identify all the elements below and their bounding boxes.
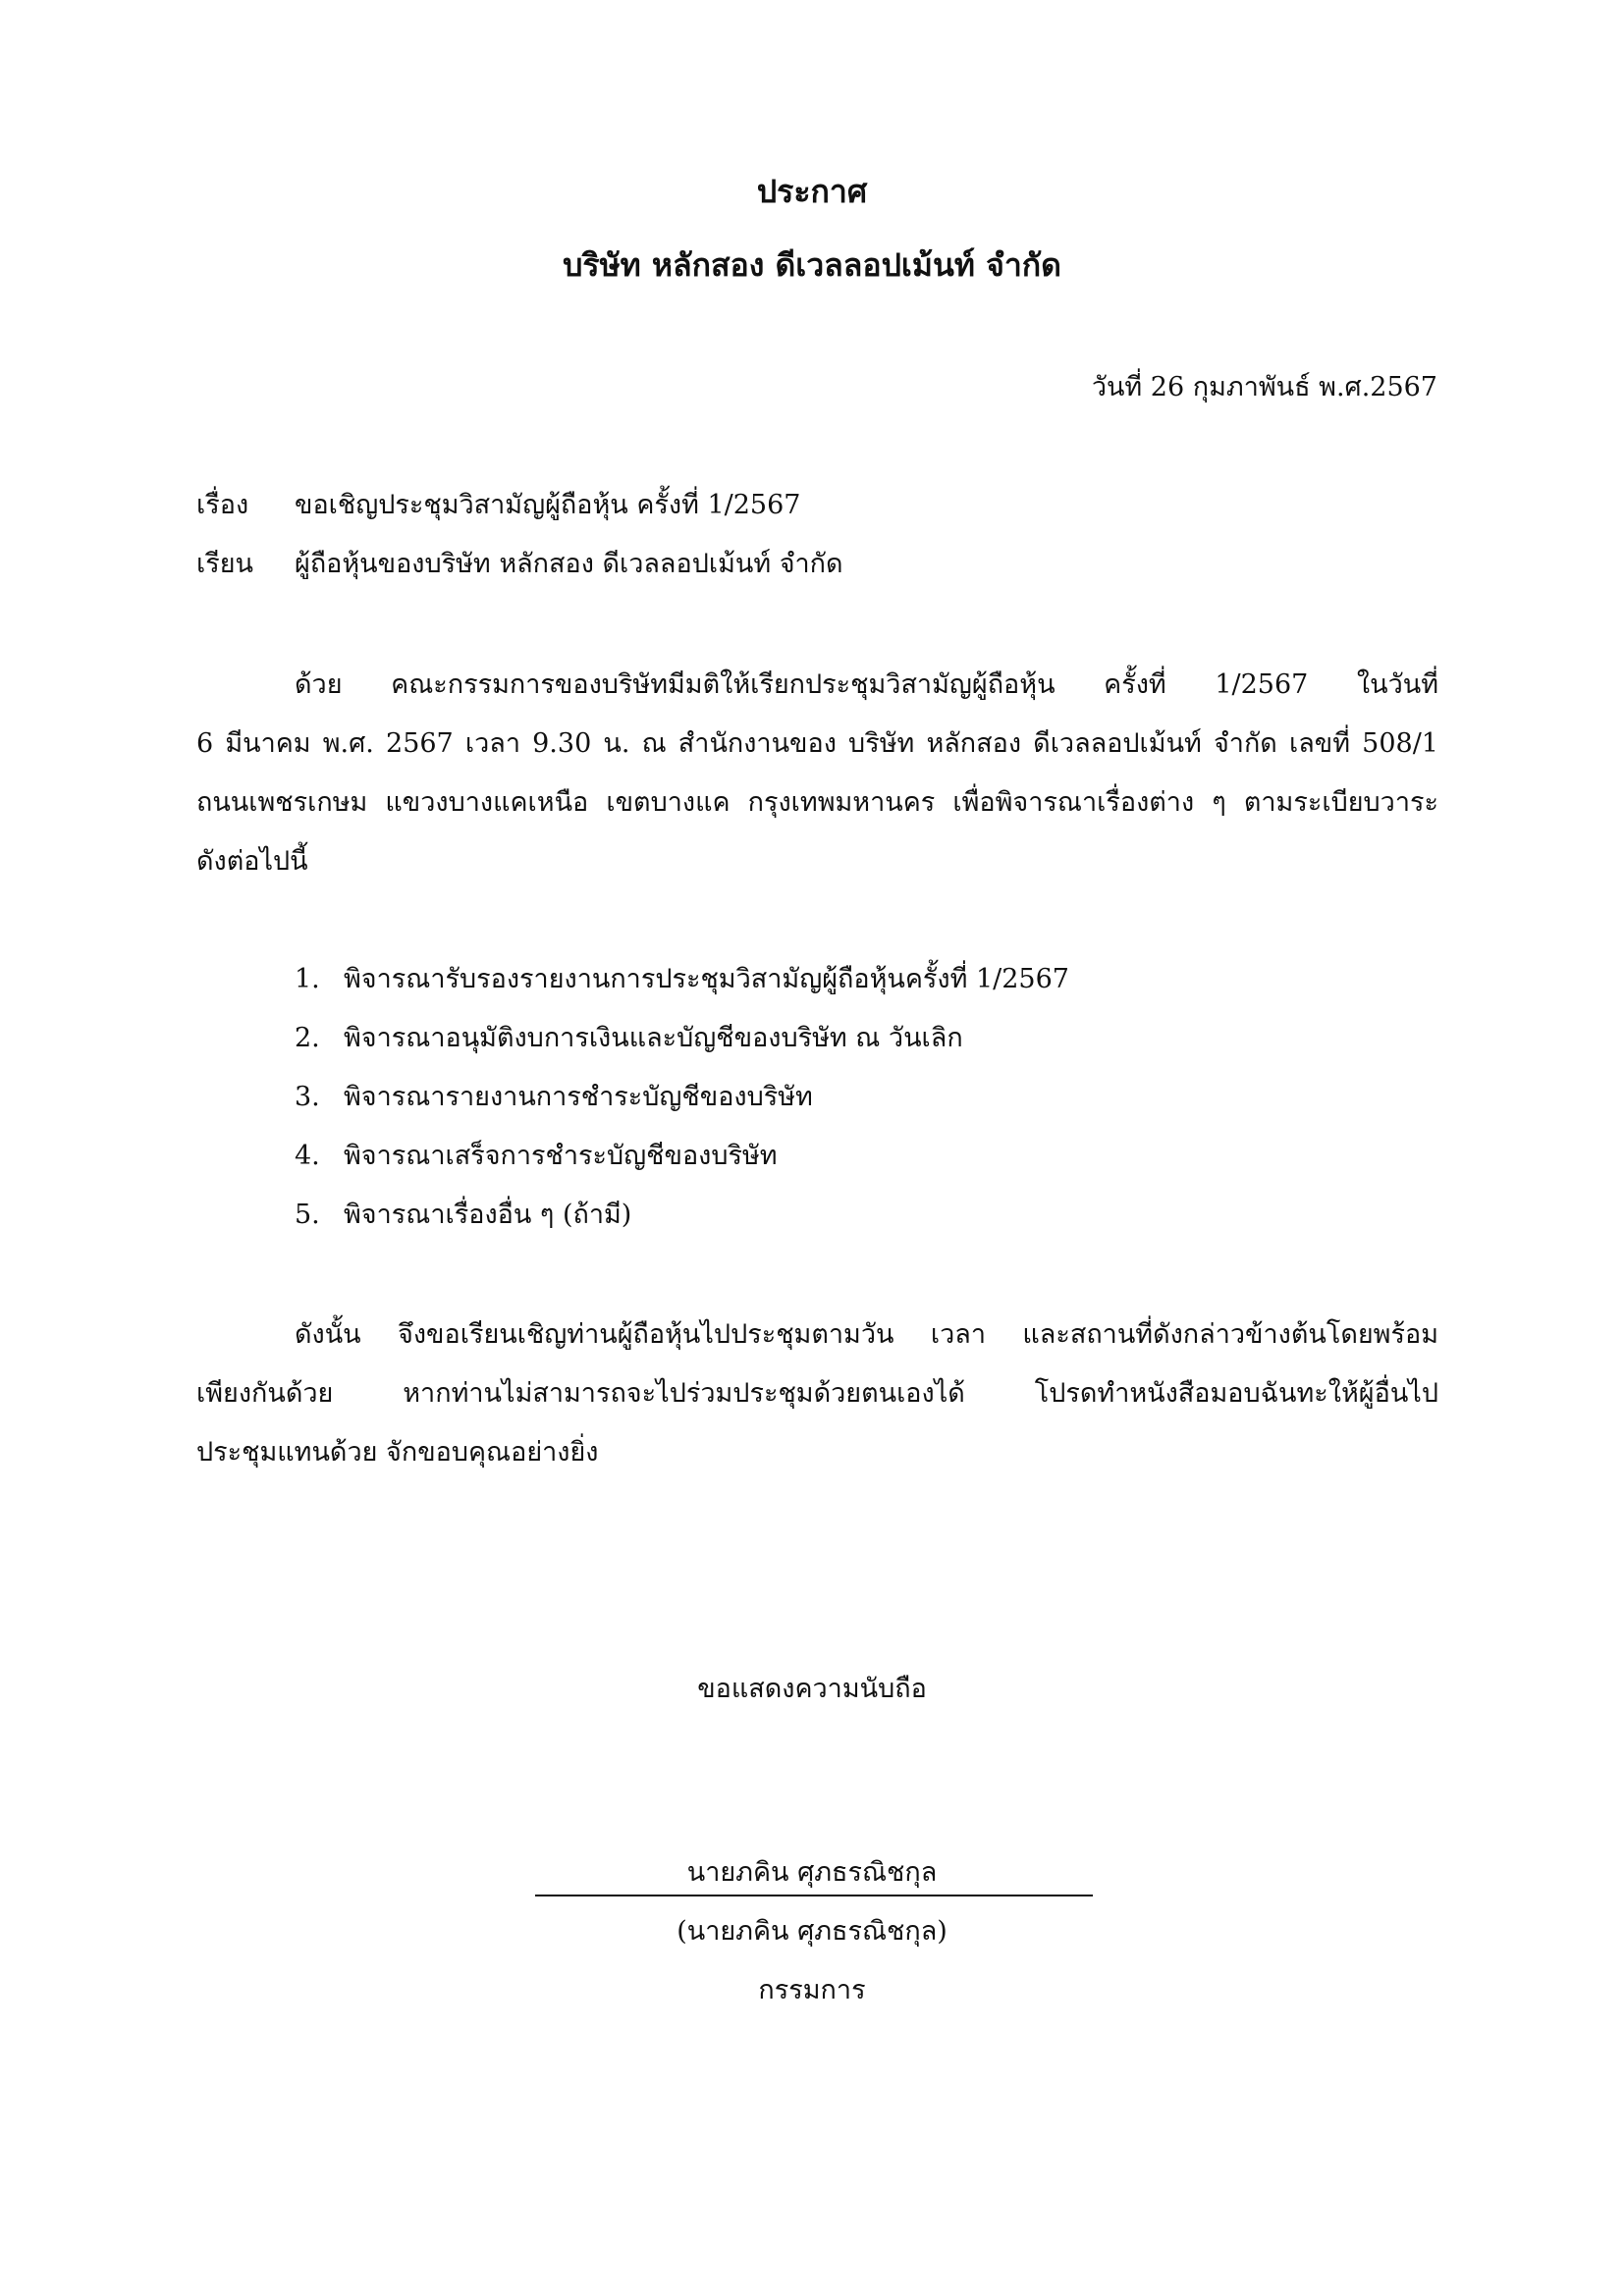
- paragraph-line: ด้วย คณะกรรมการของบริษัทมีมติให้เรียกประชุมวิสามัญผู้ถือหุ้น ครั้งที่ 1/2567 ในวันที่: [295, 669, 1438, 700]
- agenda-text: พิจารณาเสร็จการชำระบัญชีของบริษัท: [344, 1141, 778, 1171]
- signer-printed-name: (นายภคิน ศุภธรณิชกุล): [677, 1916, 947, 1947]
- subject-text: ขอเชิญประชุมวิสามัญผู้ถือหุ้น ครั้งที่ 1/2567: [295, 490, 801, 520]
- recipient-row: [196, 542, 843, 584]
- recipient-label: เรียน: [196, 549, 254, 579]
- signature: นายภคิน ศุภธรณิชกุล: [686, 1857, 938, 1888]
- closing-salutation: ขอแสดงความนับถือ: [697, 1674, 927, 1704]
- document-date: วันที่ 26 กุมภาพันธ์ พ.ศ.2567: [1091, 372, 1437, 402]
- recipient-text: ผู้ถือหุ้นของบริษัท หลักสอง ดีเวลลอปเม้นท์ จำกัด: [295, 549, 843, 579]
- paragraph-line: ดังนั้น จึงขอเรียนเชิญท่านผู้ถือหุ้นไปประชุมตามวัน เวลา และสถานที่ดังกล่าวข้างต้นโดยพร้อม: [295, 1319, 1438, 1350]
- agenda-item: [295, 957, 1069, 999]
- agenda-number: 5.: [295, 1200, 320, 1230]
- agenda-text: พิจารณารายงานการชำระบัญชีของบริษัท: [344, 1082, 813, 1112]
- company-name: บริษัท หลักสอง ดีเวลลอปเม้นท์ จำกัด: [563, 246, 1061, 284]
- agenda-item: [295, 1075, 813, 1117]
- agenda-text: พิจารณารับรองรายงานการประชุมวิสามัญผู้ถือหุ้นครั้งที่ 1/2567: [344, 964, 1069, 994]
- paragraph-line: ประชุมแทนด้วย จักขอบคุณอย่างยิ่ง: [196, 1437, 599, 1468]
- agenda-number: 2.: [295, 1023, 320, 1053]
- agenda-text: พิจารณาอนุมัติงบการเงินและบัญชีของบริษัท ณ วันเลิก: [344, 1023, 963, 1053]
- agenda-number: 4.: [295, 1141, 320, 1171]
- subject-row: [196, 483, 800, 525]
- announcement-title: ประกาศ: [756, 173, 868, 210]
- paragraph-line: ถนนเพชรเกษม แขวงบางแคเหนือ เขตบางแค กรุงเทพมหานคร เพื่อพิจารณาเรื่องต่าง ๆ ตามระเบียบวาระ: [196, 787, 1438, 818]
- agenda-item: [295, 1134, 778, 1176]
- signature-line: [535, 1895, 1093, 1896]
- signer-position: กรรมการ: [758, 1975, 866, 2005]
- agenda-number: 1.: [295, 964, 320, 994]
- paragraph-line: เพียงกันด้วย หากท่านไม่สามารถจะไปร่วมประชุมด้วยตนเองได้ โปรดทำหนังสือมอบฉันทะให้ผู้อื่นไป: [196, 1378, 1438, 1409]
- paragraph-line: 6 มีนาคม พ.ศ. 2567 เวลา 9.30 น. ณ สำนักงานของ บริษัท หลักสอง ดีเวลลอปเม้นท์ จำกัด เลขที่ 508/1: [196, 728, 1438, 759]
- agenda-number: 3.: [295, 1082, 320, 1112]
- agenda-item: [295, 1016, 963, 1058]
- subject-label: เรื่อง: [196, 490, 249, 520]
- agenda-item: [295, 1193, 631, 1235]
- paragraph-line: ดังต่อไปนี้: [196, 846, 308, 877]
- agenda-text: พิจารณาเรื่องอื่น ๆ (ถ้ามี): [344, 1200, 632, 1230]
